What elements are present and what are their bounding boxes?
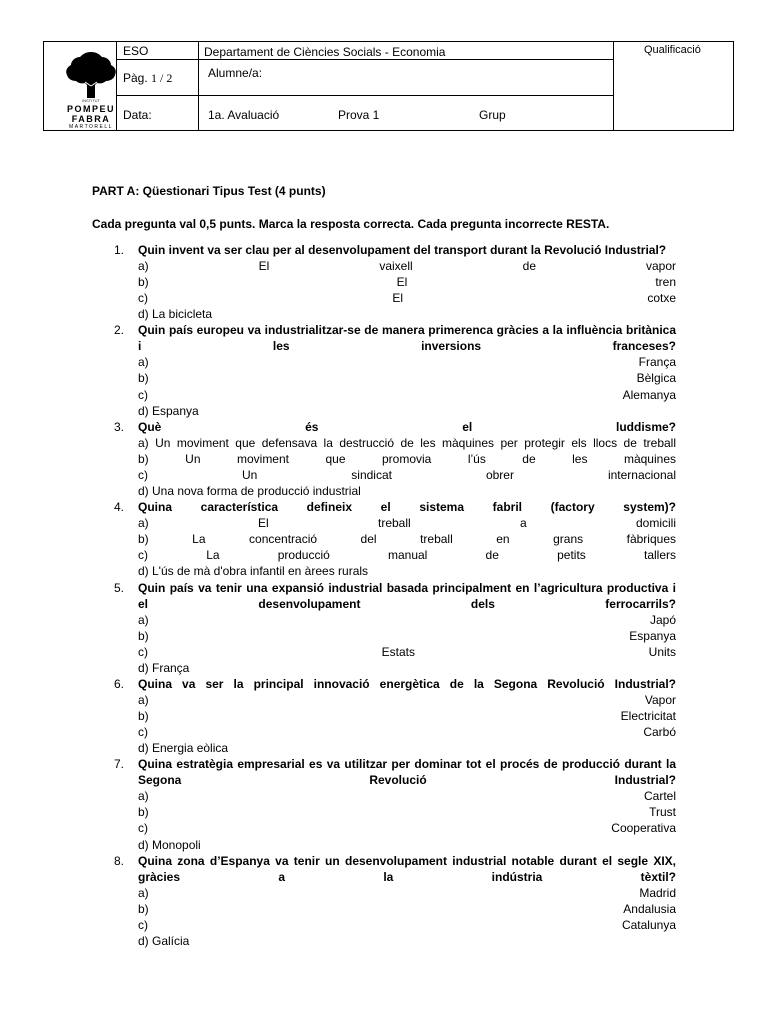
exam-content bbox=[92, 183, 676, 949]
answer-option[interactable]: b) Un moviment que promovia l’ús de les màquines bbox=[138, 451, 676, 466]
answer-option[interactable]: b) Trust bbox=[138, 805, 676, 820]
page-number: 1 / 2 bbox=[151, 71, 173, 85]
question-item bbox=[92, 419, 676, 499]
evaluation-label: 1a. Avaluació bbox=[208, 108, 280, 122]
question-text: Què és el luddisme? bbox=[138, 419, 676, 434]
question-number: 1. bbox=[114, 243, 125, 257]
question-number: 5. bbox=[114, 580, 125, 595]
course-label: ESO bbox=[123, 44, 149, 58]
question-text: Quina va ser la principal innovació energètica de la Segona Revolució Industrial? bbox=[138, 676, 676, 691]
question-text: Quina zona d’Espanya va tenir un desenvolupament industrial notable durant el segle XIX, gràcies a la indústria tèxtil? bbox=[138, 853, 676, 884]
school-logo bbox=[54, 48, 128, 128]
header-divider bbox=[613, 42, 614, 130]
answer-option[interactable]: c) Carbó bbox=[138, 725, 676, 740]
logo-fabra: FABRA bbox=[71, 114, 111, 124]
question-item bbox=[92, 242, 676, 322]
answer-option[interactable]: a) Cartel bbox=[138, 789, 676, 804]
answer-option[interactable]: c) Alemanya bbox=[138, 387, 676, 402]
answer-option[interactable]: c) Cooperativa bbox=[138, 821, 676, 836]
department-label: Departament de Ciències Socials - Economia bbox=[204, 45, 446, 59]
group-label: Grup bbox=[479, 108, 506, 122]
answer-option[interactable]: d) L'ús de mà d'obra infantil en àrees rurals bbox=[138, 564, 369, 579]
question-text: Quin invent va ser clau per al desenvolupament del transport durant la Revolució Industrial? bbox=[138, 243, 667, 257]
answer-option[interactable]: a) Madrid bbox=[138, 885, 676, 900]
answer-option[interactable]: b) La concentració del treball en grans fàbriques bbox=[138, 532, 676, 547]
answer-option[interactable]: c) La producció manual de petits tallers bbox=[138, 548, 676, 563]
question-number: 8. bbox=[114, 853, 125, 868]
student-label: Alumne/a: bbox=[208, 66, 263, 80]
answer-option[interactable]: b) El tren bbox=[138, 275, 676, 290]
question-text: Quina estratègia empresarial es va utilitzar per dominar tot el procés de producció durant la Segona Revolució Industrial? bbox=[138, 757, 676, 788]
logo-pompeu: POMPEU bbox=[66, 104, 115, 114]
question-number: 6. bbox=[114, 676, 125, 691]
answer-option[interactable]: b) Espanya bbox=[138, 628, 676, 643]
answer-option[interactable]: c) Un sindicat obrer internacional bbox=[138, 467, 676, 482]
answer-option[interactable]: c) Estats Units bbox=[138, 644, 676, 659]
question-item bbox=[92, 580, 676, 676]
exam-header-table bbox=[43, 41, 734, 131]
answer-option[interactable]: d) Espanya bbox=[138, 403, 199, 418]
question-text: Quin país va tenir una expansió industrial basada principalment en l’agricultura productiva i el desenvolupament dels ferrocarrils? bbox=[138, 580, 676, 611]
header-divider bbox=[116, 95, 613, 96]
question-item bbox=[92, 499, 676, 579]
question-number: 7. bbox=[114, 757, 125, 772]
instructions: Cada pregunta val 0,5 punts. Marca la resposta correcta. Cada pregunta incorrecte RESTA. bbox=[92, 217, 610, 231]
question-number: 2. bbox=[114, 323, 125, 338]
answer-option[interactable]: d) Galícia bbox=[138, 933, 190, 948]
part-title: PART A: Qüestionari Tipus Test (4 punts) bbox=[92, 184, 326, 198]
answer-option[interactable]: d) La bicicleta bbox=[138, 307, 213, 322]
question-item bbox=[92, 322, 676, 418]
answer-option[interactable]: a) Un moviment que defensava la destrucció de les màquines per protegir els llocs de treball bbox=[138, 435, 676, 450]
answer-option[interactable]: c) Catalunya bbox=[138, 917, 676, 932]
header-divider bbox=[116, 59, 613, 60]
answer-option[interactable]: a) França bbox=[138, 355, 676, 370]
question-item bbox=[92, 853, 676, 949]
question-text: Quin país europeu va industrialitzar-se de manera primerenca gràcies a la influència britànica i les inversions franceses? bbox=[138, 323, 676, 354]
answer-option[interactable]: a) El vaixell de vapor bbox=[138, 259, 676, 273]
answer-option[interactable]: d) Monopoli bbox=[138, 837, 201, 852]
page-indicator bbox=[123, 71, 172, 85]
logo-martorell: MARTORELL bbox=[69, 124, 113, 130]
date-label: Data: bbox=[123, 108, 152, 122]
answer-option[interactable]: a) Vapor bbox=[138, 692, 676, 707]
answer-option[interactable]: a) El treball a domicili bbox=[138, 516, 676, 531]
answer-option[interactable]: d) Energia eòlica bbox=[138, 741, 229, 756]
question-number: 3. bbox=[114, 419, 125, 434]
answer-option[interactable]: c) El cotxe bbox=[138, 291, 676, 306]
question-list bbox=[92, 242, 676, 949]
answer-option[interactable]: b) Bèlgica bbox=[138, 371, 676, 386]
question-item bbox=[92, 756, 676, 852]
tree-icon bbox=[63, 48, 119, 98]
question-text: Quina característica defineix el sistema fabril (factory system)? bbox=[138, 500, 676, 515]
page-label: Pàg. bbox=[123, 71, 148, 85]
answer-option[interactable]: d) Una nova forma de producció industrial bbox=[138, 484, 361, 499]
answer-option[interactable]: a) Japó bbox=[138, 612, 676, 627]
answer-option[interactable]: d) França bbox=[138, 660, 190, 675]
question-number: 4. bbox=[114, 500, 125, 515]
question-item bbox=[92, 676, 676, 756]
header-divider bbox=[198, 42, 199, 130]
answer-option[interactable]: b) Andalusia bbox=[138, 901, 676, 916]
answer-option[interactable]: b) Electricitat bbox=[138, 708, 676, 723]
logo-institut: INSTITUT bbox=[82, 98, 100, 103]
test-label: Prova 1 bbox=[338, 108, 380, 122]
grade-label: Qualificació bbox=[644, 44, 701, 56]
